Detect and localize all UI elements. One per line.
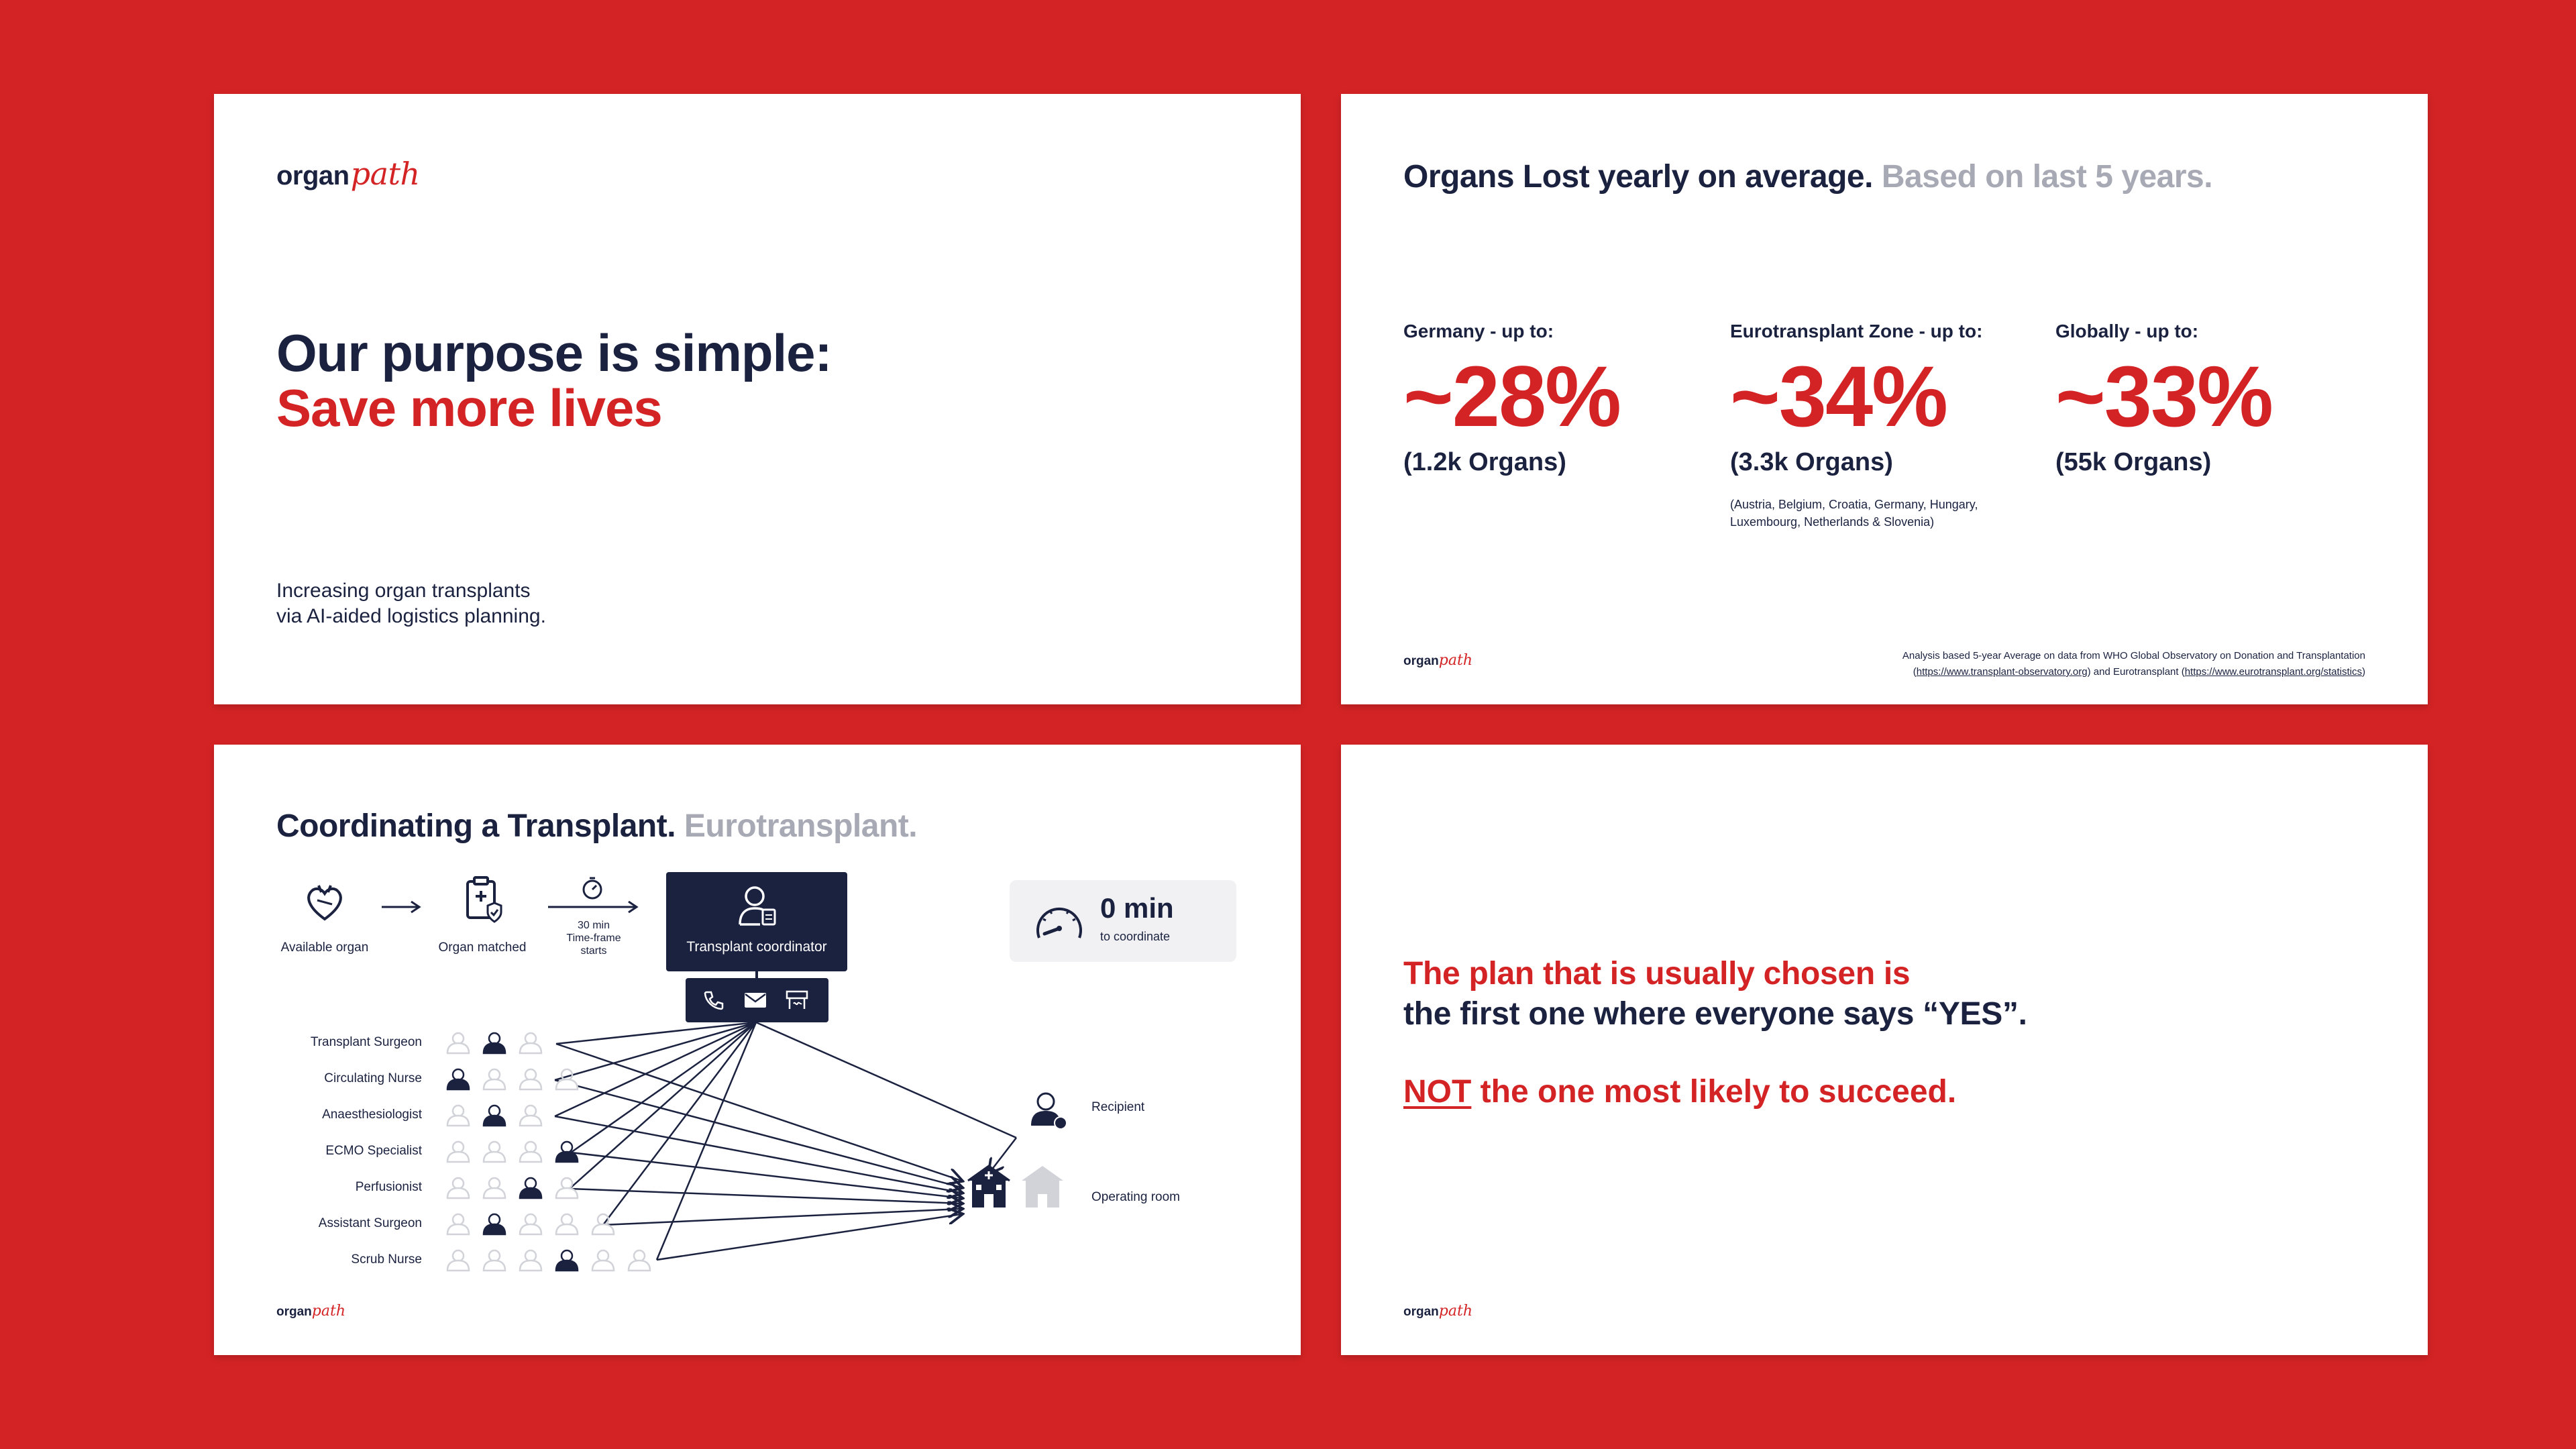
subtext-line-1: Increasing organ transplants	[276, 580, 531, 602]
hospital-icon	[968, 1166, 1010, 1208]
available-organ-label: Available organ	[280, 941, 369, 955]
stat-eurotransplant	[1730, 321, 1982, 531]
role-label: Transplant Surgeon	[310, 1035, 422, 1049]
person-icon	[1031, 1093, 1067, 1129]
stat-note: (Austria, Belgium, Croatia, Germany, Hungary, Luxembourg, Netherlands & Slovenia)	[1730, 498, 1978, 529]
stat-label: Germany - up to:	[1403, 321, 1554, 341]
stat-global	[2055, 321, 2272, 477]
role-label: Assistant Surgeon	[318, 1216, 422, 1230]
stat-value: ~28%	[1403, 349, 1620, 445]
timeframe-label: 30 min Time-frame starts	[566, 920, 621, 957]
stat-value: ~33%	[2055, 349, 2272, 445]
stat-label: Eurotransplant Zone - up to:	[1730, 321, 1983, 341]
slide-plan-chosen	[1341, 745, 2428, 1355]
timer-label: to coordinate	[1100, 930, 1171, 943]
slide-title-muted: Eurotransplant.	[684, 808, 918, 844]
organpath-logo-small: organpath	[1403, 1303, 1472, 1320]
stat-germany	[1403, 321, 1620, 477]
stat-sub: (1.2k Organs)	[1403, 448, 1566, 476]
role-label: Anaesthesiologist	[322, 1108, 422, 1122]
role-label: Circulating Nurse	[324, 1071, 422, 1085]
slide-title: Coordinating a Transplant. Eurotransplant.	[276, 808, 918, 844]
source-link-who[interactable]: https://www.transplant-observatory.org	[1916, 666, 2088, 678]
slide-purpose	[214, 94, 1301, 704]
recipient-label: Recipient	[1091, 1100, 1145, 1114]
stat-value: ~34%	[1730, 349, 1947, 445]
plan-quote	[1403, 954, 2027, 1034]
organpath-logo: organpath	[276, 156, 420, 192]
purpose-subtext	[276, 578, 546, 629]
purpose-headline	[276, 325, 832, 435]
not-emphasis: NOT	[1403, 1074, 1472, 1110]
source-note: Analysis based 5-year Average on data from WHO Global Observatory on Donation and Transplantation (https://www.transplant-observatory.org) and Eurotransplant (https://www.eurotransplant.org/statistics)	[1762, 648, 2365, 680]
organ-matched-label: Organ matched	[438, 941, 527, 955]
stat-sub: (55k Organs)	[2055, 448, 2212, 476]
timer-value: 0 min	[1100, 892, 1174, 924]
slide-organs-lost	[1341, 94, 2428, 704]
slide-coordinating	[214, 745, 1301, 1355]
organpath-logo-small: organpath	[1403, 652, 1472, 669]
quote-line-2: the first one where everyone says “YES”.	[1403, 996, 2027, 1032]
headline-line-1: Our purpose is simple:	[276, 323, 832, 382]
source-link-eurotransplant[interactable]: https://www.eurotransplant.org/statistics	[2184, 666, 2362, 678]
headline-line-2: Save more lives	[276, 378, 662, 437]
slide-title-muted: Based on last 5 years.	[1881, 159, 2213, 195]
source-line: Analysis based 5-year Average on data from WHO Global Observatory on Donation and Transplantation	[1902, 650, 2365, 661]
role-label: ECMO Specialist	[325, 1144, 422, 1158]
quote-line-1: The plan that is usually chosen is	[1403, 956, 1911, 991]
transplant-coordinator-label: Transplant coordinator	[686, 939, 827, 955]
role-label: Scrub Nurse	[351, 1252, 422, 1267]
coordination-network	[214, 745, 1301, 1355]
quote-line-3: NOT the one most likely to succeed.	[1403, 1074, 1957, 1110]
slide-title: Organs Lost yearly on average. Based on last 5 years.	[1403, 159, 2213, 195]
organpath-logo-small: organpath	[276, 1303, 345, 1320]
subtext-line-2: via AI-aided logistics planning.	[276, 605, 546, 627]
stat-label: Globally - up to:	[2055, 321, 2199, 341]
stat-sub: (3.3k Organs)	[1730, 448, 1893, 476]
operating-room-label: Operating room	[1091, 1190, 1181, 1204]
role-label: Perfusionist	[355, 1180, 422, 1194]
